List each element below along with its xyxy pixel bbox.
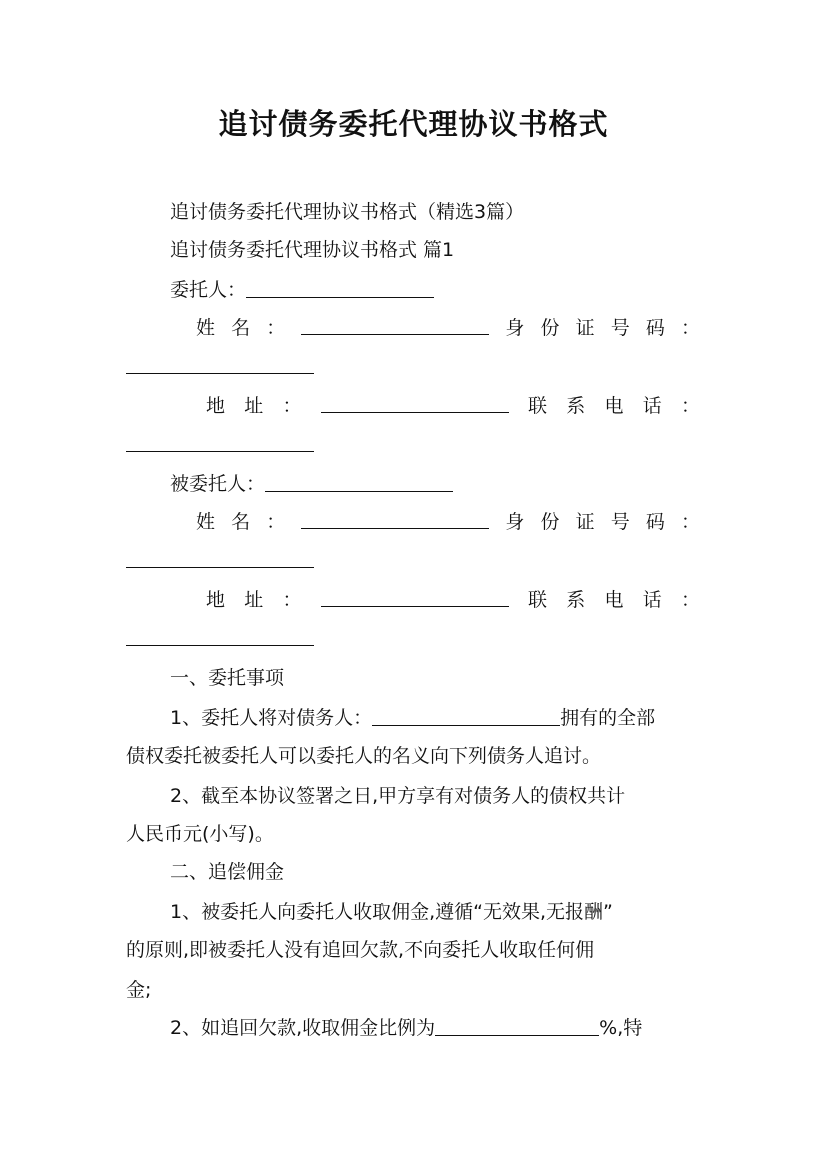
id-char: 份 — [540, 317, 560, 339]
agent-address-row — [206, 586, 700, 614]
principal-address-blank[interactable] — [321, 392, 509, 413]
address-char: 地 — [206, 395, 226, 417]
principal-name-row — [196, 314, 700, 342]
commission-rate-blank[interactable] — [435, 1015, 599, 1036]
section1-p1-text-a: 1、委托人将对债务人： — [170, 707, 373, 729]
principal-blank[interactable] — [246, 277, 434, 298]
section-title: 追讨债务委托代理协议书格式 篇1 — [170, 239, 455, 261]
principal-phone-row — [126, 430, 314, 458]
id-char: 证 — [575, 511, 595, 533]
section1-p2-line2: 人民币元(小写)。 — [126, 823, 274, 845]
agent-name-row — [196, 508, 700, 536]
principal-address-row — [206, 392, 700, 420]
id-char: 码 — [645, 317, 665, 339]
subtitle: 追讨债务委托代理协议书格式（精选3篇） — [170, 201, 525, 223]
name-char: 姓 — [196, 511, 216, 533]
agent-row — [170, 470, 453, 498]
agent-blank[interactable] — [265, 471, 453, 492]
phone-colon: ： — [680, 395, 700, 417]
id-char: 份 — [540, 511, 560, 533]
phone-char: 系 — [566, 395, 586, 417]
agent-label: 被委托人： — [170, 473, 266, 495]
agent-phone-blank[interactable] — [126, 625, 314, 646]
phone-char: 话 — [642, 395, 662, 417]
section2-p1-line1: 1、被委托人向委托人收取佣金,遵循“无效果,无报酬” — [170, 901, 613, 923]
agent-id-row — [126, 546, 314, 574]
address-char: 址 — [244, 395, 264, 417]
id-colon: ： — [680, 511, 700, 533]
section2-p1-line3: 金; — [126, 979, 152, 1001]
address-char: 地 — [206, 589, 226, 611]
agent-id-blank[interactable] — [126, 547, 314, 568]
phone-char: 联 — [527, 589, 547, 611]
section1-p1-line2: 债权委托被委托人可以委托人的名义向下列债务人追讨。 — [126, 745, 602, 767]
debtor-blank[interactable] — [372, 705, 560, 726]
id-char: 号 — [610, 511, 630, 533]
address-char: 址 — [244, 589, 264, 611]
id-colon: ： — [680, 317, 700, 339]
phone-char: 电 — [604, 395, 624, 417]
principal-label: 委托人： — [170, 279, 247, 301]
section1-heading: 一、委托事项 — [170, 667, 285, 689]
phone-colon: ： — [680, 589, 700, 611]
phone-char: 电 — [604, 589, 624, 611]
agent-name-blank[interactable] — [301, 508, 489, 529]
document-title: 追讨债务委托代理协议书格式 — [218, 107, 609, 141]
name-char: 名 — [231, 511, 251, 533]
section2-p2-text-a: 2、如追回欠款,收取佣金比例为 — [170, 1017, 436, 1039]
name-char: 姓 — [196, 317, 216, 339]
principal-id-row — [126, 352, 314, 380]
phone-char: 联 — [527, 395, 547, 417]
address-colon: ： — [282, 395, 302, 417]
id-char: 身 — [505, 511, 525, 533]
phone-char: 话 — [642, 589, 662, 611]
id-char: 码 — [645, 511, 665, 533]
name-colon: ： — [266, 317, 286, 339]
section1-p1-text-b: 拥有的全部 — [560, 707, 656, 729]
section2-p2-text-b: %,特 — [599, 1017, 643, 1039]
principal-phone-blank[interactable] — [126, 431, 314, 452]
phone-char: 系 — [566, 589, 586, 611]
id-char: 证 — [575, 317, 595, 339]
agent-phone-row — [126, 624, 314, 652]
section1-p2-line1: 2、截至本协议签署之日,甲方享有对债务人的债权共计 — [170, 785, 626, 807]
id-char: 身 — [505, 317, 525, 339]
name-colon: ： — [266, 511, 286, 533]
id-char: 号 — [610, 317, 630, 339]
name-char: 名 — [231, 317, 251, 339]
section2-p1-line2: 的原则,即被委托人没有追回欠款,不向委托人收取任何佣 — [126, 939, 595, 961]
section1-p1-line1 — [170, 704, 655, 732]
agent-address-blank[interactable] — [321, 586, 509, 607]
section2-heading: 二、追偿佣金 — [170, 861, 285, 883]
principal-row — [170, 276, 434, 304]
principal-id-blank[interactable] — [126, 353, 314, 374]
address-colon: ： — [282, 589, 302, 611]
principal-name-blank[interactable] — [301, 314, 489, 335]
section2-p2-line1 — [170, 1014, 642, 1042]
